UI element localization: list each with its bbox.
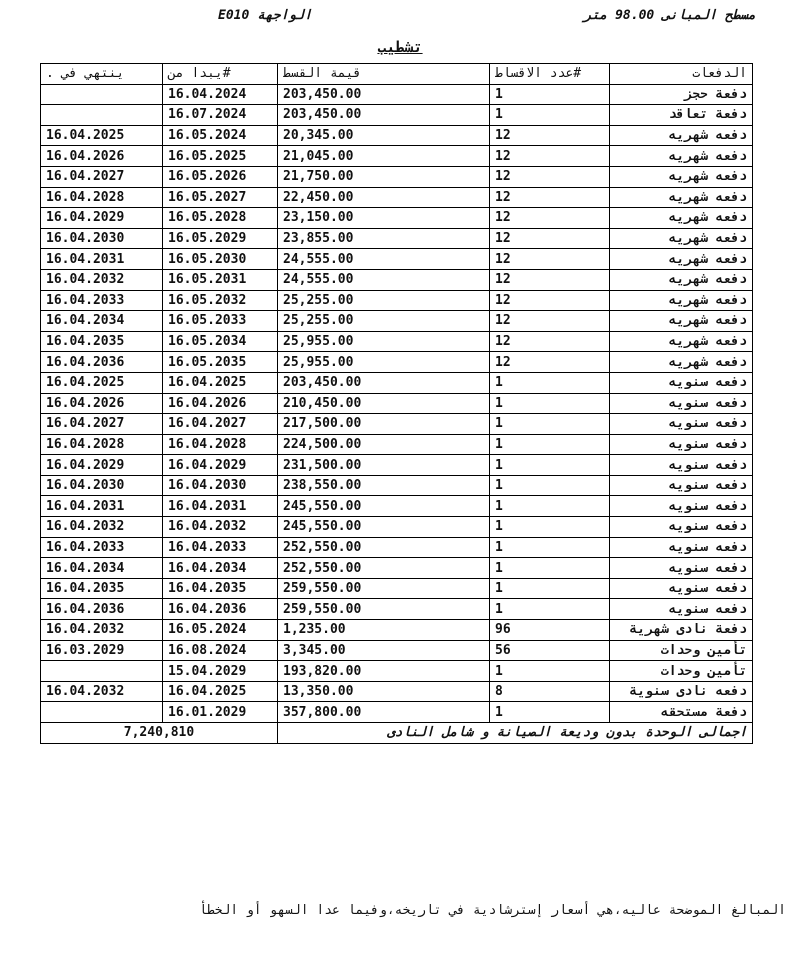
end-date-cell: 16.04.2034 bbox=[41, 558, 163, 579]
table-row bbox=[41, 620, 753, 641]
start-date-cell: 16.05.2031 bbox=[163, 269, 278, 290]
installments-count-cell: 12 bbox=[490, 269, 610, 290]
installment-amount-cell: 22,450.00 bbox=[278, 187, 490, 208]
installments-count-cell: 1 bbox=[490, 475, 610, 496]
table-row bbox=[41, 434, 753, 455]
col-header-start: #يبدا من bbox=[163, 64, 278, 85]
installment-amount-cell: 217,500.00 bbox=[278, 414, 490, 435]
payment-name-cell: دفعة نادى شهرية bbox=[610, 620, 753, 641]
col-header-installments: #عدد الاقساط bbox=[490, 64, 610, 85]
installment-amount-cell: 203,450.00 bbox=[278, 372, 490, 393]
end-date-cell: 16.04.2034 bbox=[41, 311, 163, 332]
end-date-cell bbox=[41, 702, 163, 723]
table-row bbox=[41, 517, 753, 538]
start-date-cell: 16.04.2031 bbox=[163, 496, 278, 517]
start-date-cell: 16.01.2029 bbox=[163, 702, 278, 723]
start-date-cell: 16.04.2032 bbox=[163, 517, 278, 538]
installment-amount-cell: 25,955.00 bbox=[278, 331, 490, 352]
installment-amount-cell: 25,955.00 bbox=[278, 352, 490, 373]
start-date-cell: 16.05.2030 bbox=[163, 249, 278, 270]
end-date-cell: 16.04.2025 bbox=[41, 372, 163, 393]
table-row bbox=[41, 290, 753, 311]
installment-amount-cell: 245,550.00 bbox=[278, 496, 490, 517]
installments-count-cell: 12 bbox=[490, 311, 610, 332]
start-date-cell: 16.04.2024 bbox=[163, 84, 278, 105]
installments-count-cell: 1 bbox=[490, 455, 610, 476]
start-date-cell: 16.04.2036 bbox=[163, 599, 278, 620]
payment-name-cell: دفعه سنويه bbox=[610, 496, 753, 517]
start-date-cell: 16.04.2026 bbox=[163, 393, 278, 414]
start-date-cell: 16.04.2035 bbox=[163, 578, 278, 599]
installments-count-cell: 1 bbox=[490, 517, 610, 538]
installment-amount-cell: 203,450.00 bbox=[278, 84, 490, 105]
payment-name-cell: دفعه شهريه bbox=[610, 352, 753, 373]
installments-count-cell: 12 bbox=[490, 290, 610, 311]
table-row bbox=[41, 208, 753, 229]
payment-name-cell: دفعه سنويه bbox=[610, 537, 753, 558]
payment-name-cell: دفعه سنويه bbox=[610, 393, 753, 414]
table-row bbox=[41, 455, 753, 476]
start-date-cell: 16.04.2030 bbox=[163, 475, 278, 496]
payment-name-cell: دفعه سنويه bbox=[610, 372, 753, 393]
facade-label: الواجهة E010 bbox=[218, 8, 312, 23]
installments-count-cell: 1 bbox=[490, 84, 610, 105]
start-date-cell: 16.05.2029 bbox=[163, 228, 278, 249]
table-row bbox=[41, 393, 753, 414]
table-row bbox=[41, 331, 753, 352]
col-header-amount: قيمة القسط bbox=[278, 64, 490, 85]
table-row bbox=[41, 414, 753, 435]
start-date-cell: 16.04.2027 bbox=[163, 414, 278, 435]
payment-name-cell: دفعه شهريه bbox=[610, 228, 753, 249]
payment-name-cell: دفعه سنويه bbox=[610, 455, 753, 476]
installments-count-cell: 12 bbox=[490, 352, 610, 373]
payment-name-cell: دفعه سنويه bbox=[610, 414, 753, 435]
table-row bbox=[41, 228, 753, 249]
end-date-cell: 16.04.2026 bbox=[41, 146, 163, 167]
start-date-cell: 16.05.2028 bbox=[163, 208, 278, 229]
start-date-cell: 15.04.2029 bbox=[163, 661, 278, 682]
start-date-cell: 16.05.2024 bbox=[163, 620, 278, 641]
start-date-cell: 16.05.2027 bbox=[163, 187, 278, 208]
installments-count-cell: 8 bbox=[490, 681, 610, 702]
table-row bbox=[41, 84, 753, 105]
end-date-cell: 16.04.2035 bbox=[41, 331, 163, 352]
payment-name-cell: دفعه سنويه bbox=[610, 475, 753, 496]
start-date-cell: 16.05.2032 bbox=[163, 290, 278, 311]
end-date-cell: 16.04.2029 bbox=[41, 208, 163, 229]
table-row bbox=[41, 599, 753, 620]
installment-amount-cell: 24,555.00 bbox=[278, 269, 490, 290]
total-row bbox=[41, 723, 753, 744]
end-date-cell: 16.04.2036 bbox=[41, 599, 163, 620]
installment-amount-cell: 1,235.00 bbox=[278, 620, 490, 641]
start-date-cell: 16.05.2033 bbox=[163, 311, 278, 332]
table-header-row bbox=[41, 64, 753, 85]
payment-name-cell: تأمين وحدات bbox=[610, 640, 753, 661]
end-date-cell: 16.04.2026 bbox=[41, 393, 163, 414]
payment-name-cell: دفعه شهريه bbox=[610, 249, 753, 270]
payment-name-cell: دفعه شهريه bbox=[610, 166, 753, 187]
payment-name-cell: دفعه شهريه bbox=[610, 269, 753, 290]
table-row bbox=[41, 352, 753, 373]
installments-count-cell: 1 bbox=[490, 372, 610, 393]
installment-amount-cell: 3,345.00 bbox=[278, 640, 490, 661]
end-date-cell: 16.04.2032 bbox=[41, 620, 163, 641]
installments-count-cell: 1 bbox=[490, 414, 610, 435]
installment-amount-cell: 25,255.00 bbox=[278, 311, 490, 332]
installment-amount-cell: 259,550.00 bbox=[278, 578, 490, 599]
start-date-cell: 16.04.2028 bbox=[163, 434, 278, 455]
start-date-cell: 16.05.2024 bbox=[163, 125, 278, 146]
col-header-payments: الدفعات bbox=[610, 64, 753, 85]
col-header-end: ينتهي في . bbox=[41, 64, 163, 85]
table-row bbox=[41, 537, 753, 558]
installment-amount-cell: 231,500.00 bbox=[278, 455, 490, 476]
payment-name-cell: دفعه شهريه bbox=[610, 290, 753, 311]
installments-count-cell: 56 bbox=[490, 640, 610, 661]
installments-count-cell: 12 bbox=[490, 208, 610, 229]
payment-name-cell: دفعه سنويه bbox=[610, 434, 753, 455]
installments-count-cell: 12 bbox=[490, 228, 610, 249]
payment-name-cell: دفعه شهريه bbox=[610, 208, 753, 229]
end-date-cell: 16.04.2035 bbox=[41, 578, 163, 599]
start-date-cell: 16.04.2025 bbox=[163, 372, 278, 393]
payment-name-cell: دفعه شهريه bbox=[610, 311, 753, 332]
end-date-cell: 16.04.2027 bbox=[41, 414, 163, 435]
end-date-cell bbox=[41, 84, 163, 105]
start-date-cell: 16.05.2026 bbox=[163, 166, 278, 187]
installment-amount-cell: 21,045.00 bbox=[278, 146, 490, 167]
installment-amount-cell: 203,450.00 bbox=[278, 105, 490, 126]
installments-count-cell: 1 bbox=[490, 661, 610, 682]
table-row bbox=[41, 166, 753, 187]
installment-amount-cell: 23,855.00 bbox=[278, 228, 490, 249]
installments-count-cell: 12 bbox=[490, 125, 610, 146]
installments-count-cell: 96 bbox=[490, 620, 610, 641]
start-date-cell: 16.05.2035 bbox=[163, 352, 278, 373]
table-row bbox=[41, 269, 753, 290]
installments-count-cell: 1 bbox=[490, 105, 610, 126]
end-date-cell: 16.04.2033 bbox=[41, 290, 163, 311]
installment-amount-cell: 210,450.00 bbox=[278, 393, 490, 414]
table-row bbox=[41, 125, 753, 146]
end-date-cell: 16.04.2030 bbox=[41, 228, 163, 249]
payment-name-cell: دفعه شهريه bbox=[610, 331, 753, 352]
end-date-cell: 16.04.2036 bbox=[41, 352, 163, 373]
installment-amount-cell: 21,750.00 bbox=[278, 166, 490, 187]
end-date-cell: 16.04.2031 bbox=[41, 496, 163, 517]
start-date-cell: 16.08.2024 bbox=[163, 640, 278, 661]
payment-name-cell: دفعة تعاقد bbox=[610, 105, 753, 126]
installment-amount-cell: 20,345.00 bbox=[278, 125, 490, 146]
payment-name-cell: دفعه سنويه bbox=[610, 517, 753, 538]
finish-title: تشطيب bbox=[377, 38, 423, 56]
payment-name-cell: دفعه سنويه bbox=[610, 558, 753, 579]
installments-count-cell: 1 bbox=[490, 434, 610, 455]
payment-name-cell: دفعة حجز bbox=[610, 84, 753, 105]
start-date-cell: 16.07.2024 bbox=[163, 105, 278, 126]
end-date-cell: 16.04.2027 bbox=[41, 166, 163, 187]
payment-name-cell: دفعه سنويه bbox=[610, 578, 753, 599]
installments-count-cell: 1 bbox=[490, 599, 610, 620]
installment-amount-cell: 259,550.00 bbox=[278, 599, 490, 620]
installments-count-cell: 12 bbox=[490, 187, 610, 208]
table-row bbox=[41, 558, 753, 579]
end-date-cell: 16.04.2032 bbox=[41, 681, 163, 702]
table-row bbox=[41, 640, 753, 661]
payment-schedule-table bbox=[40, 63, 753, 744]
start-date-cell: 16.04.2025 bbox=[163, 681, 278, 702]
installment-amount-cell: 252,550.00 bbox=[278, 537, 490, 558]
installment-amount-cell: 24,555.00 bbox=[278, 249, 490, 270]
installment-amount-cell: 357,800.00 bbox=[278, 702, 490, 723]
installments-count-cell: 1 bbox=[490, 558, 610, 579]
table-row bbox=[41, 475, 753, 496]
end-date-cell: 16.04.2025 bbox=[41, 125, 163, 146]
start-date-cell: 16.05.2034 bbox=[163, 331, 278, 352]
table-row bbox=[41, 661, 753, 682]
installments-count-cell: 1 bbox=[490, 393, 610, 414]
end-date-cell bbox=[41, 661, 163, 682]
end-date-cell: 16.04.2032 bbox=[41, 517, 163, 538]
start-date-cell: 16.04.2033 bbox=[163, 537, 278, 558]
table-row bbox=[41, 681, 753, 702]
unit-area-label: مسطح المبانى 98.00 متر bbox=[583, 8, 756, 23]
installment-amount-cell: 23,150.00 bbox=[278, 208, 490, 229]
installments-count-cell: 1 bbox=[490, 578, 610, 599]
table-row bbox=[41, 578, 753, 599]
disclaimer-note: المبالغ الموضحة عاليه،هي أسعار إسترشادية في تاريخه،وفيما عدا السهو أو الخطأ bbox=[199, 903, 786, 918]
installments-count-cell: 12 bbox=[490, 249, 610, 270]
installment-amount-cell: 238,550.00 bbox=[278, 475, 490, 496]
end-date-cell: 16.04.2028 bbox=[41, 187, 163, 208]
table-row bbox=[41, 105, 753, 126]
payment-name-cell: دفعه سنويه bbox=[610, 599, 753, 620]
installment-amount-cell: 25,255.00 bbox=[278, 290, 490, 311]
installments-count-cell: 1 bbox=[490, 537, 610, 558]
installments-count-cell: 12 bbox=[490, 146, 610, 167]
total-label: اجمالى الوحدة بدون وديعة الصيانة و شامل النادى bbox=[278, 723, 753, 744]
payment-name-cell: دفعة مستحقه bbox=[610, 702, 753, 723]
start-date-cell: 16.04.2034 bbox=[163, 558, 278, 579]
start-date-cell: 16.04.2029 bbox=[163, 455, 278, 476]
payment-name-cell: دفعه شهريه bbox=[610, 146, 753, 167]
installment-amount-cell: 224,500.00 bbox=[278, 434, 490, 455]
installment-amount-cell: 13,350.00 bbox=[278, 681, 490, 702]
table-row bbox=[41, 372, 753, 393]
installments-count-cell: 1 bbox=[490, 702, 610, 723]
end-date-cell: 16.03.2029 bbox=[41, 640, 163, 661]
payment-name-cell: تأمين وحدات bbox=[610, 661, 753, 682]
installments-count-cell: 12 bbox=[490, 166, 610, 187]
table-row bbox=[41, 249, 753, 270]
table-row bbox=[41, 702, 753, 723]
total-value: 7,240,810 bbox=[41, 723, 278, 744]
end-date-cell: 16.04.2031 bbox=[41, 249, 163, 270]
end-date-cell: 16.04.2029 bbox=[41, 455, 163, 476]
payment-name-cell: دفعه شهريه bbox=[610, 125, 753, 146]
table-row bbox=[41, 187, 753, 208]
start-date-cell: 16.05.2025 bbox=[163, 146, 278, 167]
installments-count-cell: 12 bbox=[490, 331, 610, 352]
payment-name-cell: دفعه نادى سنوية bbox=[610, 681, 753, 702]
end-date-cell: 16.04.2030 bbox=[41, 475, 163, 496]
installment-amount-cell: 252,550.00 bbox=[278, 558, 490, 579]
table-row bbox=[41, 146, 753, 167]
end-date-cell: 16.04.2033 bbox=[41, 537, 163, 558]
installment-amount-cell: 193,820.00 bbox=[278, 661, 490, 682]
table-row bbox=[41, 311, 753, 332]
payment-name-cell: دفعه شهريه bbox=[610, 187, 753, 208]
end-date-cell bbox=[41, 105, 163, 126]
end-date-cell: 16.04.2028 bbox=[41, 434, 163, 455]
end-date-cell: 16.04.2032 bbox=[41, 269, 163, 290]
installments-count-cell: 1 bbox=[490, 496, 610, 517]
installment-amount-cell: 245,550.00 bbox=[278, 517, 490, 538]
table-row bbox=[41, 496, 753, 517]
